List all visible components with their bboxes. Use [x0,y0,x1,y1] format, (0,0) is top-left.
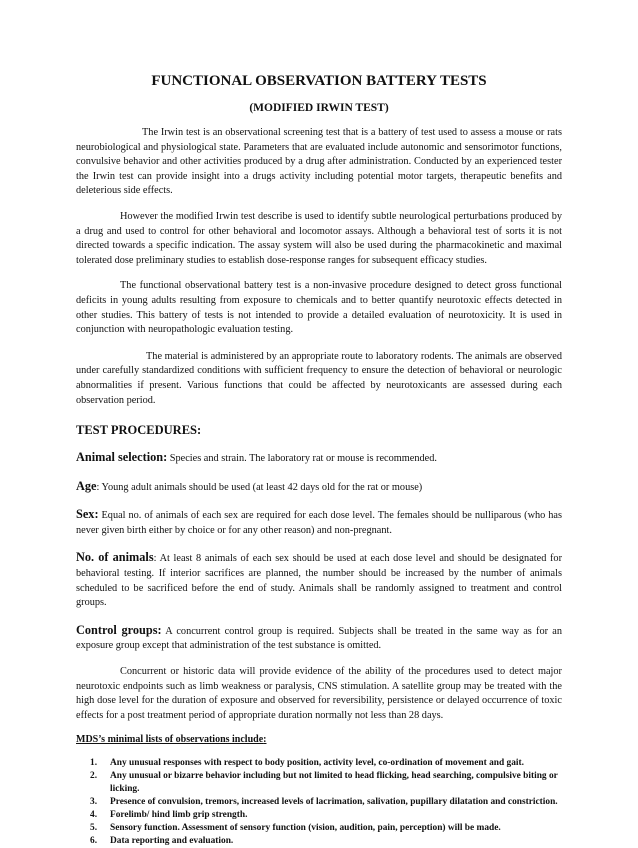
sex-paragraph [76,507,562,538]
list-item-text: Forelimb/ hind limb grip strength. [110,810,248,820]
no-of-animals-text: : At least 8 animals of each sex should be used at each dose level and should be designated for behavioral testing. If interior sacrifices are planned, the number should be increased by the number of animals scheduled to be sacrificed before the end of study. Animals shall be randomly assigned to treatment and control groups. [76,553,562,609]
list-item-number: 3. [90,797,98,807]
age-paragraph [76,479,562,496]
age-text: : Young adult animals should be used (at least 42 days old for the rat or mouse) [96,481,423,493]
animal-selection-text: Species and strain. The laboratory rat or mouse is recommended. [167,453,437,465]
control-groups-paragraph [76,623,562,654]
animal-selection-label: Animal selection: [76,450,168,465]
intro-paragraph-3: The functional observational battery test is a non-invasive procedure designed to detect gross functional deficits in young adults resulting from exposure to chemicals and to better quantify neurotoxic effects detected in other studies. This battery of tests is not intended to provide a detailed evaluation of neurotoxicity. It is used in conjunction with neuropathologic evaluation testing. [76,280,562,336]
no-of-animals-paragraph [76,550,562,610]
mds-heading-text: MDS’s minimal lists of observations include [76,734,264,746]
list-item-text: Presence of convulsion, tremors, increased levels of lacrimation, salivation, pupillary dilatation and constriction. [110,797,558,807]
list-item-text: Any unusual responses with respect to body position, activity level, co-ordination of movement and gait. [110,758,524,768]
list-item [76,757,562,770]
page-subtitle: (MODIFIED IRWIN TEST) [249,102,389,114]
list-item [76,822,562,835]
sex-text: Equal no. of animals of each sex are required for each dose level. The females should be nulliparous (who has never given birth either by choice or for any other reason) and non-pregnant. [76,510,562,536]
list-item-text: Data reporting and evaluation. [110,836,234,846]
sex-label: Sex: [76,507,99,522]
list-item-number: 4. [90,810,98,820]
list-item-text: Sensory function. Assessment of sensory function (vision, audition, pain, perception) will be made. [110,823,501,833]
list-item [76,770,562,796]
age-label: Age [76,478,97,493]
control-groups-text: A concurrent control group is required. Subjects shall be treated in the same way as for an exposure group except that administration of the test substance is omitted. [76,625,562,652]
list-item [76,809,562,822]
intro-paragraph-2: However the modified Irwin test describe is used to identify subtle neurological perturbations produced by a drug and used to control for other behavioral and locomotor assays. Although a behavioral test of sorts it is not directed towards a specific indication. The assay system will also be used during the pharmacokinetic and maximal tolerated dose preliminary studies to establish dose-response ranges for subsequent efficacy studies. [76,210,562,266]
concurrent-data-paragraph: Concurrent or historic data will provide evidence of the ability of the procedures used to detect major neurotoxic endpoints such as limb weakness or paralysis, CNS stimulation. A satellite group may be treated with the high dose level for the duration of exposure and observed for reversibility, persistence or delayed occurrence of toxic effects for a post treatment period of appropriate duration normally not less than 28 days. [76,666,562,721]
list-item-number: 5. [90,823,98,833]
observation-list [76,757,562,848]
list-item-number: 2. [90,771,98,781]
list-item-number: 6. [90,836,98,846]
test-procedures-heading: TEST PROCEDURES: [76,423,202,438]
list-item-number: 1. [90,758,98,768]
control-groups-label: Control groups: [76,622,162,637]
mds-heading [76,733,562,748]
page-title: FUNCTIONAL OBSERVATION BATTERY TESTS [151,73,487,89]
intro-paragraph-4: The material is administered by an appropriate route to laboratory rodents. The animals are observed under carefully standardized conditions with sufficient frequency to ensure the detection of behavioral or neurologic abnormalities if present. Various functions that could be affected by neurotoxicants are assessed during each observation period. [76,350,562,406]
list-item [76,796,562,809]
mds-heading-colon: : [263,734,267,746]
animal-selection-paragraph [76,450,562,467]
intro-paragraph-1: The Irwin test is an observational screening test that is a battery of test used to assess a mouse or rats neurobiological and physiological state. Parameters that are evaluated include autonomic and sensorimotor functions, convulsive behavior and other activities produced by a drug after administration. Conducted by an experienced tester the Irwin test can provide insight into a drugs activity including potential motor targets, therapeutic benefits and deleterious side effects. [76,127,562,197]
list-item [76,835,562,848]
no-of-animals-label: No. of animals [76,550,154,565]
list-item-text: Any unusual or bizarre behavior including but not limited to head flicking, head searching, compulsive biting or licking. [110,771,558,794]
